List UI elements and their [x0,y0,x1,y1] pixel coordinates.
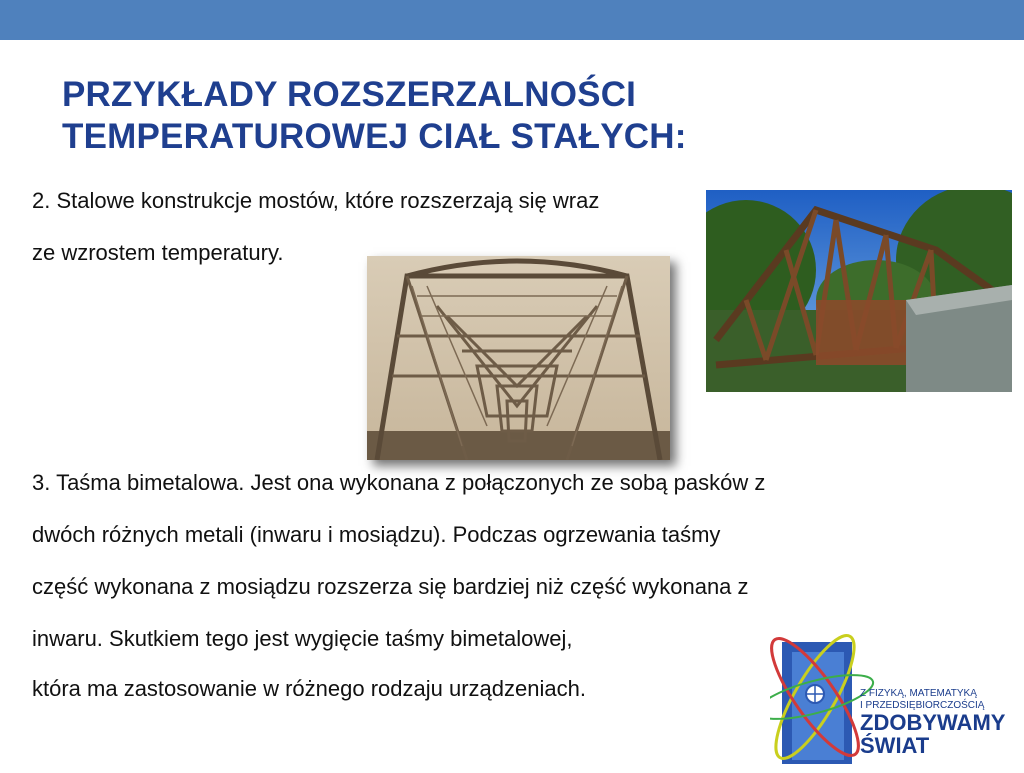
top-accent-bar [0,0,1024,40]
logo-line-3: ZDOBYWAMY [860,710,1006,735]
title-line-1: PRZYKŁADY ROZSZERZALNOŚCI [62,75,637,114]
rusty-bridge-photo [706,190,1012,392]
logo-line-1: Z FIZYKĄ, MATEMATYKĄ [860,688,977,699]
logo-line-4: ŚWIAT [860,733,930,758]
item-3-line-5: która ma zastosowanie w różnego rodzaju urządzeniach. [32,676,586,701]
item-3-line-1: 3. Taśma bimetalowa. Jest ona wykonana z połączonych ze sobą pasków z [32,470,766,495]
item-3-line-4: inwaru. Skutkiem tego jest wygięcie taśmy bimetalowej, [32,626,573,651]
item-3-line-2: dwóch różnych metali (inwaru i mosiądzu). Podczas ogrzewania taśmy [32,522,721,547]
item-2-line-2: ze wzrostem temperatury. [32,240,284,265]
item-2-line-1: 2. Stalowe konstrukcje mostów, które rozszerzają się wraz [32,188,600,213]
title-line-2: TEMPERATUROWEJ CIAŁ STAŁYCH: [62,117,687,156]
sepia-bridge-photo [367,256,670,460]
slide-title [62,74,962,158]
item-3-line-3: część wykonana z mosiądzu rozszerza się bardziej niż część wykonana z [32,574,749,599]
logo-line-2: I PRZEDSIĘBIORCZOŚCIĄ [860,700,985,711]
